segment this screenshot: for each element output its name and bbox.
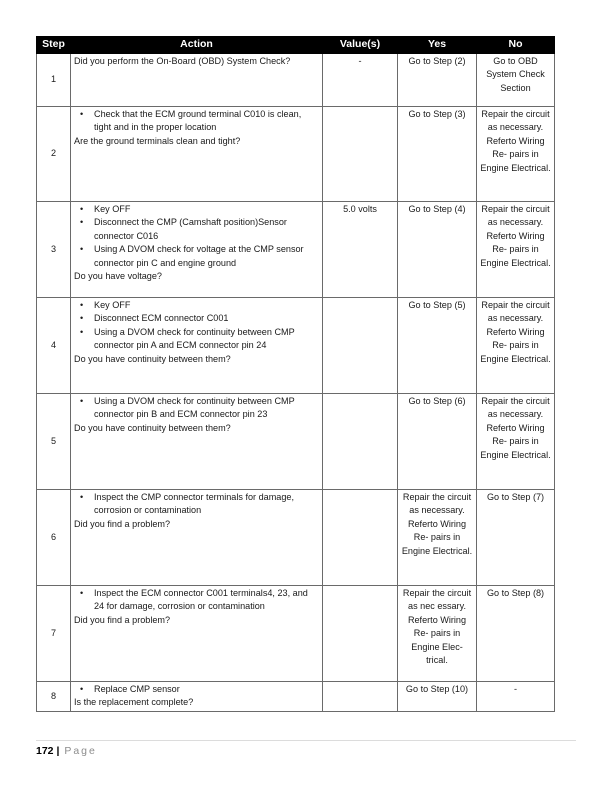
no-cell: Repair the circuit as necessary. Referto Wiring Re- pairs in Engine Electrical. (477, 394, 555, 490)
action-question: Do you have voltage? (74, 271, 162, 282)
action-cell (71, 394, 323, 490)
yes-cell: Go to Step (3) (398, 107, 477, 202)
step-cell: 2 (37, 107, 71, 202)
action-bullet: • Check that the ECM ground terminal C010 is clean, tight and in the proper location (94, 108, 319, 135)
action-cell (71, 298, 323, 394)
table-row (37, 586, 555, 682)
action-bullet: • Key OFF (94, 299, 319, 312)
action-cell (71, 202, 323, 298)
action-question: Did you find a problem? (74, 614, 171, 625)
no-cell: - (477, 682, 555, 712)
action-question: Did you perform the On-Board (OBD) System Check? (74, 56, 291, 66)
action-question: Are the ground terminals clean and tight? (74, 135, 241, 146)
action-bullet: • Disconnect ECM connector C001 (94, 312, 319, 325)
action-cell (71, 107, 323, 202)
table-row (37, 490, 555, 586)
action-bullet: • Using a DVOM check for continuity between CMP connector pin A and ECM connector pin 24 (94, 326, 319, 353)
table-header-row (37, 37, 555, 54)
yes-cell: Go to Step (4) (398, 202, 477, 298)
no-cell: Go to OBD System Check Section (477, 54, 555, 107)
page-label: Page (64, 745, 97, 757)
value-cell (323, 107, 398, 202)
action-bullet-list (74, 683, 319, 696)
footer-rule (36, 740, 576, 741)
no-cell: Go to Step (7) (477, 490, 555, 586)
step-cell: 6 (37, 490, 71, 586)
header-no: No (477, 37, 555, 54)
yes-cell: Repair the circuit as nec essary. Referto Wiring Re- pairs in Engine Elec- trical. (398, 586, 477, 682)
step-cell: 7 (37, 586, 71, 682)
step-cell: 1 (37, 54, 71, 107)
action-bullet: • Using a DVOM check for continuity between CMP connector pin B and ECM connector pin 23 (94, 395, 319, 422)
action-question: Did you find a problem? (74, 518, 171, 529)
table-row (37, 394, 555, 490)
no-cell: Repair the circuit as necessary. Referto Wiring Re- pairs in Engine Electrical. (477, 202, 555, 298)
action-bullet-list (74, 395, 319, 422)
table-row (37, 54, 555, 107)
action-cell (71, 54, 323, 107)
action-bullet: • Inspect the ECM connector C001 terminals4, 23, and 24 for damage, corrosion or contamination (94, 587, 319, 614)
page-separator: | (56, 745, 60, 757)
value-cell (323, 394, 398, 490)
page-number: 172 (36, 745, 54, 757)
action-question: Is the replacement complete? (74, 697, 194, 708)
header-values: Value(s) (323, 37, 398, 54)
action-bullet: • Key OFF (94, 203, 319, 216)
value-cell (323, 298, 398, 394)
action-bullet: • Replace CMP sensor (94, 683, 319, 696)
action-bullet-list (74, 491, 319, 518)
action-cell (71, 586, 323, 682)
action-question: Do you have continuity between them? (74, 422, 231, 433)
action-cell (71, 682, 323, 712)
table-row (37, 682, 555, 712)
step-cell: 4 (37, 298, 71, 394)
step-cell: 3 (37, 202, 71, 298)
no-cell: Repair the circuit as necessary. Referto Wiring Re- pairs in Engine Electrical. (477, 107, 555, 202)
action-bullet: • Inspect the CMP connector terminals for damage, corrosion or contamination (94, 491, 319, 518)
action-cell (71, 490, 323, 586)
page-footer (36, 745, 97, 757)
yes-cell: Go to Step (6) (398, 394, 477, 490)
table-row (37, 107, 555, 202)
table-body (37, 54, 555, 712)
header-yes: Yes (398, 37, 477, 54)
step-cell: 5 (37, 394, 71, 490)
action-bullet-list (74, 299, 319, 353)
action-bullet-list (74, 108, 319, 135)
no-cell: Repair the circuit as necessary. Referto Wiring Re- pairs in Engine Electrical. (477, 298, 555, 394)
header-step: Step (37, 37, 71, 54)
yes-cell: Go to Step (5) (398, 298, 477, 394)
step-cell: 8 (37, 682, 71, 712)
diagnostic-table (36, 36, 555, 712)
action-bullet: • Disconnect the CMP (Camshaft position)Sensor connector C016 (94, 216, 319, 243)
yes-cell: Repair the circuit as necessary. Referto Wiring Re- pairs in Engine Electrical. (398, 490, 477, 586)
value-cell (323, 586, 398, 682)
table-row (37, 298, 555, 394)
value-cell (323, 490, 398, 586)
value-cell: 5.0 volts (323, 202, 398, 298)
action-bullet: • Using A DVOM check for voltage at the CMP sensor connector pin C and engine ground (94, 243, 319, 270)
action-bullet-list (74, 587, 319, 614)
value-cell (323, 682, 398, 712)
table-row (37, 202, 555, 298)
value-cell: - (323, 54, 398, 107)
yes-cell: Go to Step (2) (398, 54, 477, 107)
yes-cell: Go to Step (10) (398, 682, 477, 712)
header-action: Action (71, 37, 323, 54)
action-question: Do you have continuity between them? (74, 353, 231, 364)
no-cell: Go to Step (8) (477, 586, 555, 682)
action-bullet-list (74, 203, 319, 270)
